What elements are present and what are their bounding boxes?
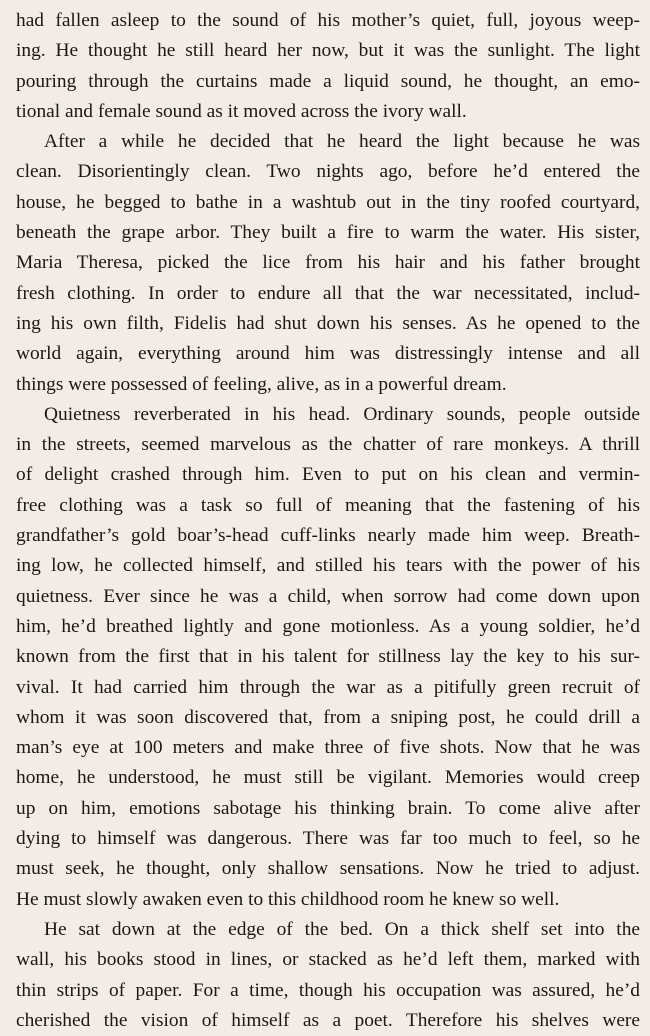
text-line: cherished the vision of himself as a poet. Therefore his shelves were bbox=[16, 1009, 640, 1031]
page-text-body bbox=[16, 6, 640, 1036]
text-line: known from the first that in his talent for stillness lay the key to his sur- bbox=[16, 646, 640, 668]
text-line: clean. Disorientingly clean. Two nights ago, before he’d entered the bbox=[16, 161, 640, 183]
paragraph bbox=[16, 127, 640, 400]
text-line: He sat down at the edge of the bed. On a thick shelf set into the bbox=[44, 918, 640, 940]
text-line: things were possessed of feeling, alive, as in a powerful dream. bbox=[16, 373, 507, 395]
text-line: him, he’d breathed lightly and gone motionless. As a young soldier, he’d bbox=[16, 615, 640, 637]
paragraph bbox=[16, 6, 640, 127]
text-line: After a while he decided that he heard the light because he was bbox=[44, 131, 640, 153]
text-line: ing. He thought he still heard her now, but it was the sunlight. The light bbox=[16, 40, 640, 62]
text-line: man’s eye at 100 meters and make three of five shots. Now that he was bbox=[16, 737, 640, 759]
text-line: had fallen asleep to the sound of his mother’s quiet, full, joyous weep- bbox=[16, 10, 640, 31]
text-line: thin strips of paper. For a time, though his occupation was assured, he’d bbox=[16, 979, 640, 1001]
text-line: home, he understood, he must still be vigilant. Memories would creep bbox=[16, 767, 640, 789]
text-line: tional and female sound as it moved across the ivory wall. bbox=[16, 100, 467, 122]
text-line: ing his own filth, Fidelis had shut down his senses. As he opened to the bbox=[16, 312, 640, 334]
text-line: whom it was soon discovered that, from a sniping post, he could drill a bbox=[16, 706, 640, 728]
text-line: Quietness reverberated in his head. Ordinary sounds, people outside bbox=[44, 403, 640, 425]
paragraph bbox=[16, 915, 640, 1036]
text-line: beneath the grape arbor. They built a fire to warm the water. His sister, bbox=[16, 222, 640, 244]
text-line: of delight crashed through him. Even to put on his clean and vermin- bbox=[16, 464, 640, 486]
text-line: must seek, he thought, only shallow sensations. Now he tried to adjust. bbox=[16, 858, 640, 880]
text-line: in the streets, seemed marvelous as the chatter of rare monkeys. A thrill bbox=[16, 434, 640, 456]
text-line: dying to himself was dangerous. There was far too much to feel, so he bbox=[16, 828, 640, 850]
text-line: wall, his books stood in lines, or stacked as he’d left them, marked with bbox=[16, 949, 640, 971]
text-line: world again, everything around him was distressingly intense and all bbox=[16, 343, 640, 365]
text-line: ing low, he collected himself, and stilled his tears with the power of his bbox=[16, 555, 640, 577]
text-line: pouring through the curtains made a liquid sound, he thought, an emo- bbox=[16, 70, 640, 92]
text-line: fresh clothing. In order to endure all that the war necessitated, includ- bbox=[16, 282, 640, 304]
text-line: free clothing was a task so full of meaning that the fastening of his bbox=[16, 494, 640, 516]
text-line: vival. It had carried him through the war as a pitifully green recruit of bbox=[16, 676, 640, 698]
text-line: grandfather’s gold boar’s-head cuff-links nearly made him weep. Breath- bbox=[16, 525, 640, 547]
text-line: quietness. Ever since he was a child, when sorrow had come down upon bbox=[16, 585, 640, 607]
text-line: Maria Theresa, picked the lice from his hair and his father brought bbox=[16, 252, 640, 274]
paragraph bbox=[16, 400, 640, 915]
text-line: house, he begged to bathe in a washtub out in the tiny roofed courtyard, bbox=[16, 191, 640, 213]
text-line: up on him, emotions sabotage his thinking brain. To come alive after bbox=[16, 797, 640, 819]
text-line: He must slowly awaken even to this childhood room he knew so well. bbox=[16, 888, 560, 910]
